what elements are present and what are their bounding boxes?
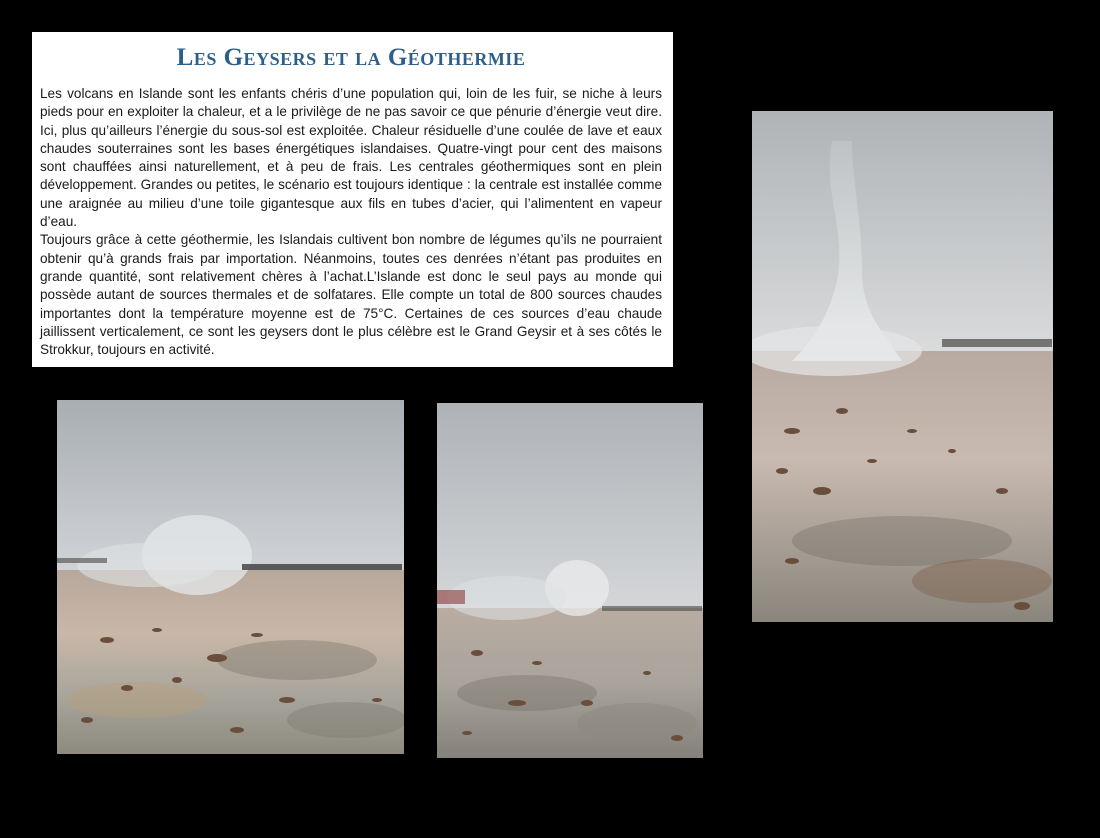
- article-paragraph-2: Toujours grâce à cette géothermie, les Islandais cultivent bon nombre de légumes qu’ils ne pourraient obtenir qu’à grands frais par importation. Néanmoins, toutes ces denrées n’étant pas produites en grande quantité, sont relativement chères à l’achat.L’Islande est donc le seul pays au monde qui possède autant de sources thermales et de solfatares. Elle compte un total de 800 sources chaudes importantes dont la température moyenne est de 75°C. Certaines de ces sources d’eau chaude jaillissent verticalement, ce sont les geysers dont le plus célèbre est le Grand Geysir et à ses côtés le Strokkur, toujours en activité.: [40, 232, 662, 358]
- geyser-photo-right: [752, 111, 1053, 622]
- article-panel: [32, 32, 673, 367]
- geyser-photo-middle: [437, 403, 703, 758]
- article-title: Les Geysers et la Géothermie: [176, 44, 526, 71]
- article-paragraph-1: Les volcans en Islande sont les enfants chéris d’une population qui, loin de les fuir, se niche à leurs pieds pour en exploiter la chaleur, et a le privilège de ne pas savoir ce que pénurie d’énergie veut dire. Ici, plus qu’ailleurs l’énergie du sous-sol est exploitée. Chaleur résiduelle d’une coulée de lave et eaux chaudes souterraines sont les bases énergétiques islandaises. Quatre-vingt pour cent des maisons sont chauffées ainsi naturellement, et à peu de frais. Les centrales géothermiques sont en plein développement. Grandes ou petites, le scénario est toujours identique : la centrale est installée comme une araignée au milieu d’une toile gigantesque aux fils en tubes d’acier, qui l’alimentent en vapeur d’eau.: [40, 86, 662, 230]
- geyser-photo-left: [57, 400, 404, 754]
